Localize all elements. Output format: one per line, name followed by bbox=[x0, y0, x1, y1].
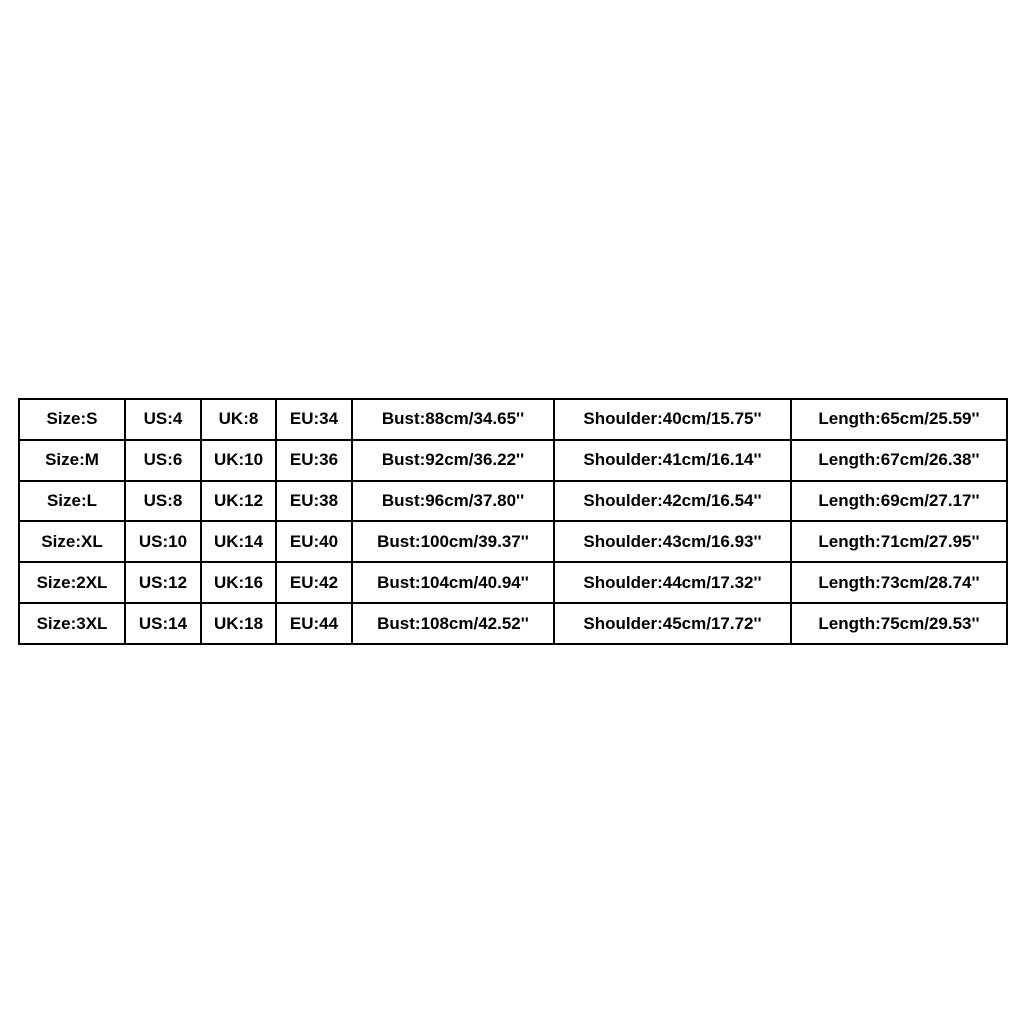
us-size-cell: US:6 bbox=[125, 440, 201, 481]
size-row-m bbox=[19, 440, 1007, 481]
length-cell: Length:67cm/26.38'' bbox=[791, 440, 1007, 481]
uk-size-cell: UK:18 bbox=[201, 603, 276, 644]
bust-cell: Bust:108cm/42.52'' bbox=[352, 603, 554, 644]
uk-size-cell: UK:12 bbox=[201, 481, 276, 522]
eu-size-cell: EU:38 bbox=[276, 481, 352, 522]
size-row-2xl bbox=[19, 562, 1007, 603]
us-size-cell: US:4 bbox=[125, 399, 201, 440]
length-cell: Length:75cm/29.53'' bbox=[791, 603, 1007, 644]
size-row-xl bbox=[19, 521, 1007, 562]
size-row-s bbox=[19, 399, 1007, 440]
size-cell: Size:L bbox=[19, 481, 125, 522]
eu-size-cell: EU:40 bbox=[276, 521, 352, 562]
size-row-3xl bbox=[19, 603, 1007, 644]
eu-size-cell: EU:42 bbox=[276, 562, 352, 603]
eu-size-cell: EU:36 bbox=[276, 440, 352, 481]
size-cell: Size:M bbox=[19, 440, 125, 481]
bust-cell: Bust:100cm/39.37'' bbox=[352, 521, 554, 562]
size-cell: Size:S bbox=[19, 399, 125, 440]
bust-cell: Bust:92cm/36.22'' bbox=[352, 440, 554, 481]
length-cell: Length:71cm/27.95'' bbox=[791, 521, 1007, 562]
shoulder-cell: Shoulder:45cm/17.72'' bbox=[554, 603, 791, 644]
uk-size-cell: UK:8 bbox=[201, 399, 276, 440]
size-chart-body bbox=[19, 399, 1007, 644]
eu-size-cell: EU:44 bbox=[276, 603, 352, 644]
us-size-cell: US:12 bbox=[125, 562, 201, 603]
eu-size-cell: EU:34 bbox=[276, 399, 352, 440]
shoulder-cell: Shoulder:41cm/16.14'' bbox=[554, 440, 791, 481]
shoulder-cell: Shoulder:42cm/16.54'' bbox=[554, 481, 791, 522]
bust-cell: Bust:88cm/34.65'' bbox=[352, 399, 554, 440]
size-cell: Size:3XL bbox=[19, 603, 125, 644]
length-cell: Length:73cm/28.74'' bbox=[791, 562, 1007, 603]
size-chart-table bbox=[18, 398, 1008, 645]
size-cell: Size:XL bbox=[19, 521, 125, 562]
shoulder-cell: Shoulder:40cm/15.75'' bbox=[554, 399, 791, 440]
size-cell: Size:2XL bbox=[19, 562, 125, 603]
uk-size-cell: UK:10 bbox=[201, 440, 276, 481]
shoulder-cell: Shoulder:44cm/17.32'' bbox=[554, 562, 791, 603]
length-cell: Length:65cm/25.59'' bbox=[791, 399, 1007, 440]
us-size-cell: US:8 bbox=[125, 481, 201, 522]
size-row-l bbox=[19, 481, 1007, 522]
us-size-cell: US:10 bbox=[125, 521, 201, 562]
shoulder-cell: Shoulder:43cm/16.93'' bbox=[554, 521, 791, 562]
uk-size-cell: UK:14 bbox=[201, 521, 276, 562]
length-cell: Length:69cm/27.17'' bbox=[791, 481, 1007, 522]
uk-size-cell: UK:16 bbox=[201, 562, 276, 603]
bust-cell: Bust:104cm/40.94'' bbox=[352, 562, 554, 603]
bust-cell: Bust:96cm/37.80'' bbox=[352, 481, 554, 522]
us-size-cell: US:14 bbox=[125, 603, 201, 644]
